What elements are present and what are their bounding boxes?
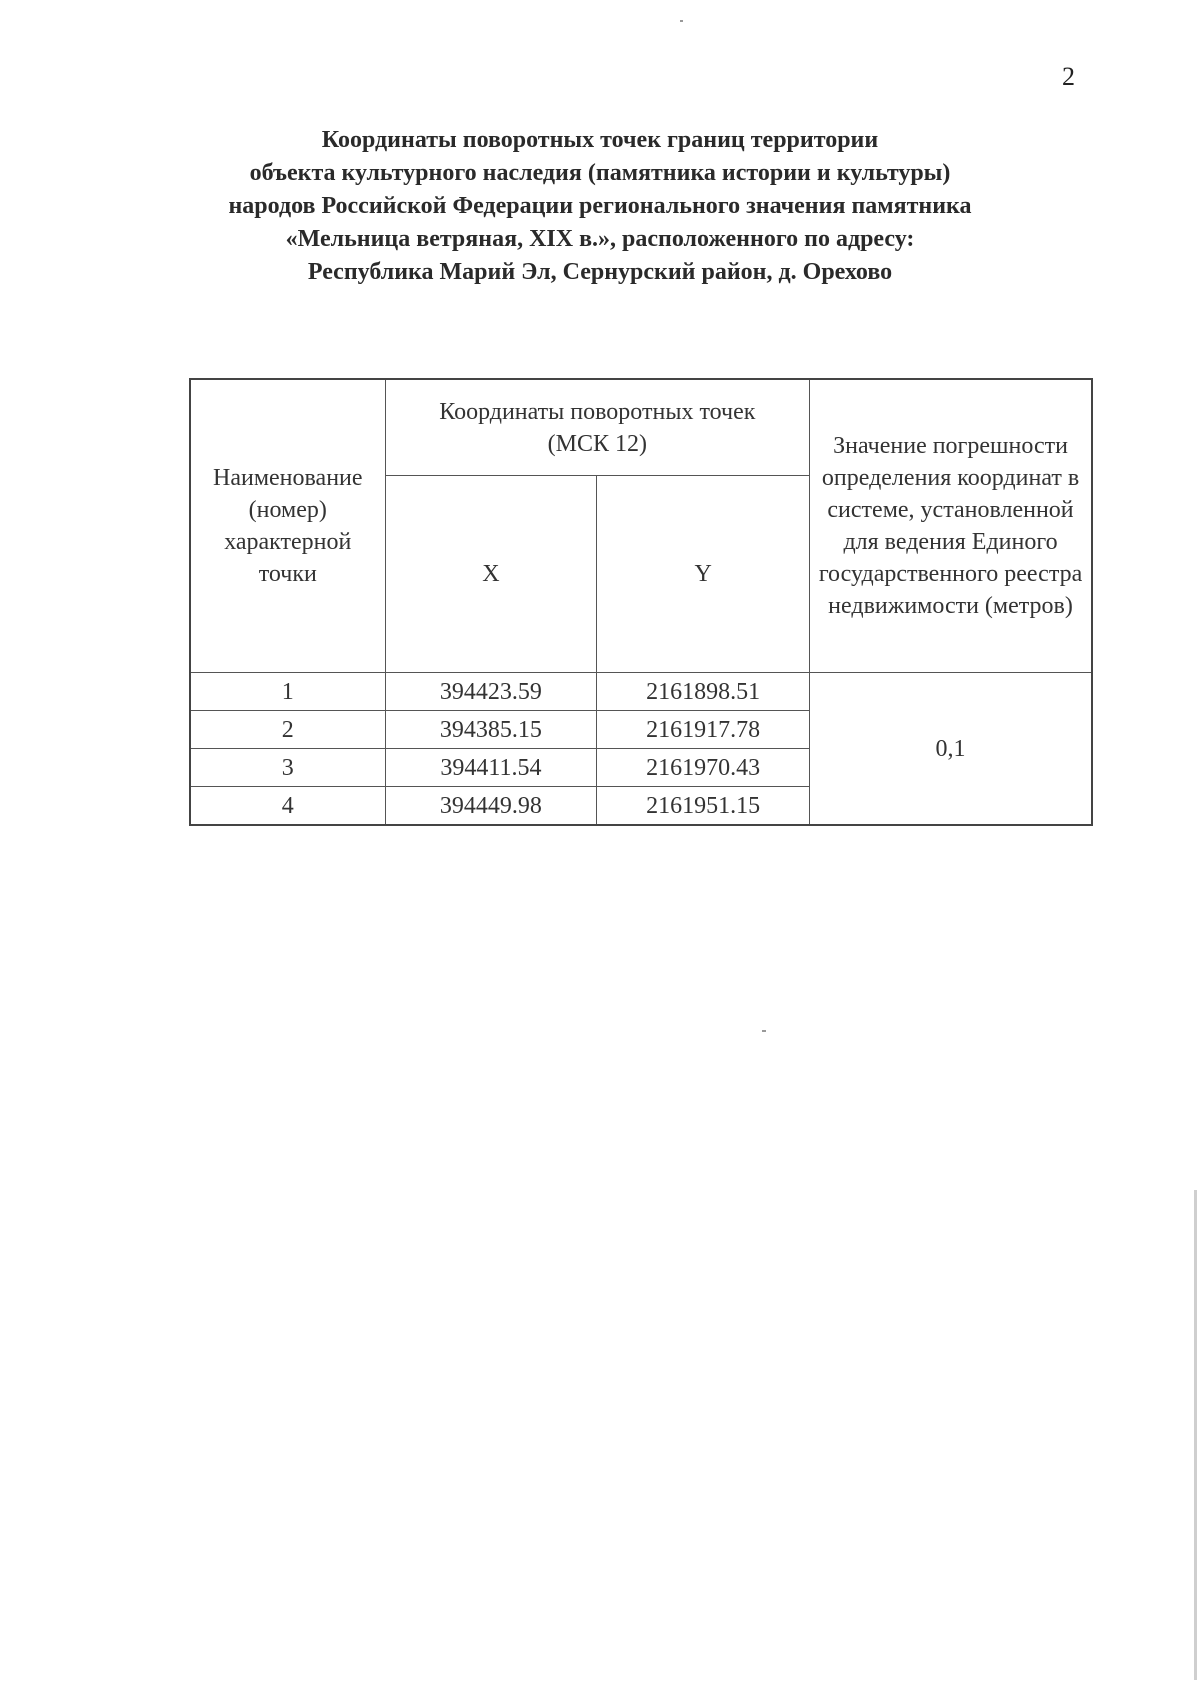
header-x: X <box>385 476 597 673</box>
header-coordinates <box>385 379 810 476</box>
title-line: народов Российской Федерации регионального значения памятника <box>228 193 972 219</box>
cell-y: 2161951.15 <box>597 787 810 826</box>
cell-x: 394423.59 <box>385 673 597 711</box>
cell-y: 2161917.78 <box>597 711 810 749</box>
title-line: Координаты поворотных точек границ территории <box>321 127 879 153</box>
title-line: «Мельница ветряная, XIX в.», расположенного по адресу: <box>285 226 915 252</box>
scan-edge-mark <box>1194 1190 1197 1680</box>
table-header-row <box>190 379 1092 476</box>
cell-point: 1 <box>190 673 385 711</box>
header-y: Y <box>597 476 810 673</box>
cell-x: 394449.98 <box>385 787 597 826</box>
cell-y: 2161970.43 <box>597 749 810 787</box>
cell-y: 2161898.51 <box>597 673 810 711</box>
header-error <box>810 379 1092 673</box>
header-point-name <box>190 379 385 673</box>
scan-dot-mark <box>762 1030 766 1032</box>
header-error-text: Значение погрешности определения координат в системе, установленной для ведения Единого государственного реестра недвижимости (метров) <box>818 433 1083 619</box>
document-title <box>150 124 1050 289</box>
cell-x: 394411.54 <box>385 749 597 787</box>
coordinates-table <box>189 378 1093 826</box>
scan-dot-mark <box>680 20 683 22</box>
cell-point: 3 <box>190 749 385 787</box>
title-line: Республика Марий Эл, Сернурский район, д. Орехово <box>307 259 893 285</box>
title-line: объекта культурного наследия (памятника истории и культуры) <box>249 160 951 186</box>
cell-point: 4 <box>190 787 385 826</box>
cell-x: 394385.15 <box>385 711 597 749</box>
cell-point: 2 <box>190 711 385 749</box>
page-number: 2 <box>1062 62 1075 91</box>
table-row <box>190 673 1092 711</box>
header-point-name-text: Наименование (номер) характерной точки <box>213 465 363 587</box>
header-coordinates-text: Координаты поворотных точек (МСК 12) <box>439 398 756 457</box>
cell-error-value: 0,1 <box>810 673 1092 826</box>
